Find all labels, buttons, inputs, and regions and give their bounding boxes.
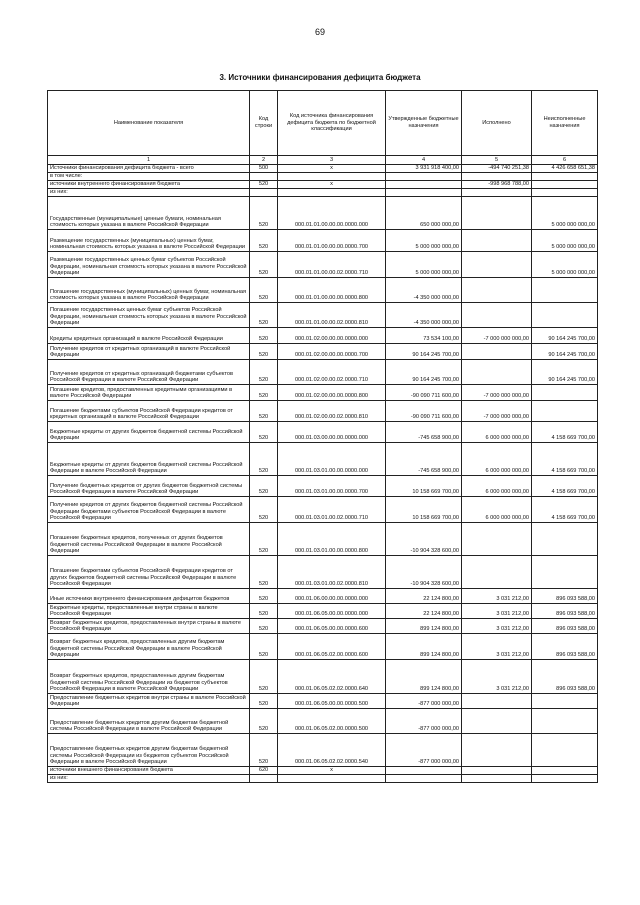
cell-budget-code: 000.01.06.05.00.00.0000.500 [278, 694, 386, 709]
cell-code: 500 [250, 165, 278, 173]
table-row [48, 634, 598, 660]
cell-code: 520 [250, 360, 278, 385]
cell-approved: -10 904 328 600,00 [386, 556, 462, 589]
table-row [48, 181, 598, 189]
cell-budget-code: x [278, 181, 386, 189]
cell-approved: 650 000 000,00 [386, 197, 462, 230]
cell-executed [462, 344, 532, 360]
cell-executed: 6 000 000 000,00 [462, 422, 532, 443]
cell-code: 520 [250, 422, 278, 443]
cell-approved: -745 658 900,00 [386, 443, 462, 476]
cell-code: 520 [250, 556, 278, 589]
cell-approved: -745 658 900,00 [386, 422, 462, 443]
cell-approved: -4 350 000 000,00 [386, 303, 462, 328]
cell-unexecuted: 896 093 588,00 [532, 604, 598, 619]
cell-approved: -877 000 000,00 [386, 734, 462, 767]
cell-unexecuted: 90 164 245 700,00 [532, 328, 598, 344]
cell-approved: 22 124 800,00 [386, 589, 462, 604]
cell-approved: 5 000 000 000,00 [386, 252, 462, 278]
table-row [48, 230, 598, 252]
cell-name: Получение кредитов от кредитных организаций бюджетами субъектов Российской Федерации в валюте Российской Федерации [48, 360, 250, 385]
cell-executed [462, 278, 532, 303]
cell-name: Бюджетные кредиты, предоставленные внутри страны в валюте Российской Федерации [48, 604, 250, 619]
cell-unexecuted: 4 158 669 700,00 [532, 497, 598, 523]
cell-approved [386, 173, 462, 181]
column-number: 5 [462, 156, 532, 165]
cell-name: Погашение бюджетами субъектов Российской Федерации кредитов от других бюджетов бюджетной системы Российской Федерации в валюте Российской Федерации [48, 556, 250, 589]
cell-executed: 3 031 212,00 [462, 619, 532, 634]
table-row [48, 197, 598, 230]
cell-unexecuted [532, 734, 598, 767]
cell-approved: -10 904 328 600,00 [386, 523, 462, 556]
page-number: 69 [314, 27, 325, 37]
cell-unexecuted: 5 000 000 000,00 [532, 197, 598, 230]
cell-executed: 3 031 212,00 [462, 660, 532, 694]
cell-budget-code: 000.01.01.00.00.02.0000.810 [278, 303, 386, 328]
cell-budget-code: 000.01.06.05.02.02.0000.540 [278, 734, 386, 767]
column-header-executed: Исполнено [462, 91, 532, 156]
table-row [48, 604, 598, 619]
cell-code: 520 [250, 278, 278, 303]
cell-code: 520 [250, 385, 278, 401]
cell-name: Погашение бюджетных кредитов, полученных от других бюджетов бюджетной системы Российской Федерации в валюте Российской Федерации [48, 523, 250, 556]
cell-approved: 10 158 669 700,00 [386, 476, 462, 497]
cell-executed [462, 556, 532, 589]
cell-approved [386, 181, 462, 189]
table-row [48, 556, 598, 589]
cell-approved: 22 124 800,00 [386, 604, 462, 619]
cell-executed [462, 734, 532, 767]
table-row [48, 619, 598, 634]
cell-unexecuted [532, 278, 598, 303]
table-row [48, 422, 598, 443]
table-row [48, 303, 598, 328]
cell-budget-code: 000.01.03.01.00.00.0000.000 [278, 443, 386, 476]
table-row [48, 165, 598, 173]
cell-code: 520 [250, 303, 278, 328]
cell-code [250, 189, 278, 197]
cell-approved: -877 000 000,00 [386, 694, 462, 709]
cell-budget-code: 000.01.02.00.00.00.0000.000 [278, 328, 386, 344]
cell-unexecuted [532, 767, 598, 775]
cell-unexecuted [532, 401, 598, 422]
document-title: 3. Источники финансирования дефицита бюджета [219, 73, 421, 82]
cell-name: Источники финансирования дефицита бюджета - всего [48, 165, 250, 173]
cell-approved: -877 000 000,00 [386, 709, 462, 734]
column-header-name: Наименование показателя [48, 91, 250, 156]
cell-approved: 3 931 918 400,00 [386, 165, 462, 173]
table-row [48, 775, 598, 783]
cell-budget-code: 000.01.02.00.00.00.0000.800 [278, 385, 386, 401]
cell-unexecuted [532, 385, 598, 401]
cell-unexecuted [532, 303, 598, 328]
cell-unexecuted: 896 093 588,00 [532, 589, 598, 604]
cell-executed [462, 197, 532, 230]
cell-code: 520 [250, 634, 278, 660]
cell-approved [386, 189, 462, 197]
cell-executed [462, 173, 532, 181]
cell-budget-code: 000.01.01.00.00.00.0000.000 [278, 197, 386, 230]
cell-approved [386, 767, 462, 775]
table-row [48, 709, 598, 734]
table-row [48, 734, 598, 767]
cell-budget-code: 000.01.06.00.00.00.0000.000 [278, 589, 386, 604]
cell-unexecuted [532, 523, 598, 556]
cell-name: из них: [48, 775, 250, 783]
cell-code: 520 [250, 476, 278, 497]
column-numbers-row [48, 156, 598, 165]
cell-name: в том числе: [48, 173, 250, 181]
cell-name: Кредиты кредитных организаций в валюте Российской Федерации [48, 328, 250, 344]
cell-executed [462, 360, 532, 385]
cell-code: 520 [250, 734, 278, 767]
column-number: 4 [386, 156, 462, 165]
cell-budget-code: 000.01.06.05.00.00.0000.600 [278, 619, 386, 634]
cell-approved: -90 090 711 600,00 [386, 385, 462, 401]
cell-unexecuted: 4 158 669 700,00 [532, 476, 598, 497]
column-header-approved: Утвержденные бюджетные назначения [386, 91, 462, 156]
cell-name: Предоставление бюджетных кредитов другим бюджетам бюджетной системы Российской Федерации из бюджетов субъектов Российской Федерации в валюте Российской Федерации [48, 734, 250, 767]
cell-budget-code [278, 173, 386, 181]
cell-approved: -90 090 711 600,00 [386, 401, 462, 422]
cell-budget-code: 000.01.03.01.00.02.0000.710 [278, 497, 386, 523]
cell-name: Бюджетные кредиты от других бюджетов бюджетной системы Российской Федерации [48, 422, 250, 443]
cell-name: Размещение государственных (муниципальных) ценных бумаг, номинальная стоимость которых указана в валюте Российской Федерации [48, 230, 250, 252]
table-row [48, 694, 598, 709]
cell-budget-code: 000.01.02.00.00.02.0000.710 [278, 360, 386, 385]
table-row [48, 189, 598, 197]
cell-executed: 6 000 000 000,00 [462, 497, 532, 523]
cell-code: 520 [250, 619, 278, 634]
cell-code: 520 [250, 443, 278, 476]
cell-budget-code: 000.01.03.00.00.00.0000.000 [278, 422, 386, 443]
cell-executed [462, 189, 532, 197]
cell-code: 520 [250, 604, 278, 619]
table-row [48, 589, 598, 604]
cell-unexecuted: 4 426 658 651,38 [532, 165, 598, 173]
cell-unexecuted: 896 093 588,00 [532, 619, 598, 634]
table-row [48, 344, 598, 360]
cell-unexecuted [532, 189, 598, 197]
cell-executed: -494 740 251,38 [462, 165, 532, 173]
cell-unexecuted: 896 093 588,00 [532, 634, 598, 660]
column-number: 6 [532, 156, 598, 165]
cell-budget-code: 000.01.03.01.00.02.0000.810 [278, 556, 386, 589]
cell-code: 620 [250, 767, 278, 775]
table-row [48, 173, 598, 181]
cell-unexecuted: 90 164 245 700,00 [532, 344, 598, 360]
cell-code: 520 [250, 497, 278, 523]
cell-budget-code: 000.01.02.00.00.00.0000.700 [278, 344, 386, 360]
table-header [48, 91, 598, 156]
cell-budget-code: 000.01.01.00.00.02.0000.710 [278, 252, 386, 278]
cell-name: Погашение государственных ценных бумаг субъектов Российской Федерации, номинальная стоимость которых указана в валюте Российской Федерации [48, 303, 250, 328]
table-row [48, 523, 598, 556]
cell-budget-code: 000.01.06.05.02.00.0000.600 [278, 634, 386, 660]
cell-name: Возврат бюджетных кредитов, предоставленных другим бюджетам бюджетной системы Российской Федерации из бюджетов субъектов Российской Федерации в валюте Российской Федерации [48, 660, 250, 694]
cell-executed: 3 031 212,00 [462, 634, 532, 660]
cell-approved: 899 124 800,00 [386, 634, 462, 660]
cell-budget-code: 000.01.06.05.02.02.0000.640 [278, 660, 386, 694]
cell-name: Получение бюджетных кредитов от других бюджетов бюджетной системы Российской Федерации в валюте Российской Федерации [48, 476, 250, 497]
cell-unexecuted: 5 000 000 000,00 [532, 252, 598, 278]
cell-code: 520 [250, 344, 278, 360]
table-row [48, 252, 598, 278]
cell-approved: 10 158 669 700,00 [386, 497, 462, 523]
cell-name: Возврат бюджетных кредитов, предоставленных внутри страны в валюте Российской Федерации [48, 619, 250, 634]
cell-code: 520 [250, 694, 278, 709]
column-header-code: Код строки [250, 91, 278, 156]
cell-unexecuted: 4 158 669 700,00 [532, 443, 598, 476]
table-body [48, 156, 598, 783]
cell-executed: -7 000 000 000,00 [462, 328, 532, 344]
cell-budget-code: x [278, 165, 386, 173]
column-header-budget-code: Код источника финансирования дефицита бюджета по бюджетной классификации [278, 91, 386, 156]
cell-code: 520 [250, 252, 278, 278]
cell-code: 520 [250, 660, 278, 694]
cell-executed [462, 523, 532, 556]
cell-code: 520 [250, 401, 278, 422]
cell-executed: -998 968 788,00 [462, 181, 532, 189]
cell-name: Получение кредитов от других бюджетов бюджетной системы Российской Федерации бюджетами субъектов Российской Федерации в валюте Российской Федерации [48, 497, 250, 523]
column-number: 2 [250, 156, 278, 165]
cell-approved: 5 000 000 000,00 [386, 230, 462, 252]
cell-unexecuted: 90 164 245 700,00 [532, 360, 598, 385]
cell-code: 520 [250, 328, 278, 344]
cell-budget-code [278, 189, 386, 197]
table-row [48, 328, 598, 344]
cell-executed: -7 000 000 000,00 [462, 385, 532, 401]
cell-executed: 3 031 212,00 [462, 604, 532, 619]
cell-approved: 90 164 245 700,00 [386, 344, 462, 360]
cell-code: 520 [250, 589, 278, 604]
cell-executed: -7 000 000 000,00 [462, 401, 532, 422]
cell-budget-code: 000.01.03.01.00.00.0000.700 [278, 476, 386, 497]
cell-name: Предоставление бюджетных кредитов внутри страны в валюте Российской Федерации [48, 694, 250, 709]
cell-name: источники внутреннего финансирования бюджета [48, 181, 250, 189]
column-number: 1 [48, 156, 250, 165]
cell-name: Погашение кредитов, предоставленных кредитными организациями в валюте Российской Федерации [48, 385, 250, 401]
column-header-unexecuted: Неисполненные назначения [532, 91, 598, 156]
cell-unexecuted [532, 694, 598, 709]
cell-unexecuted [532, 181, 598, 189]
cell-name: источники внешнего финансирования бюджета [48, 767, 250, 775]
cell-budget-code: 000.01.06.05.00.00.0000.000 [278, 604, 386, 619]
cell-executed [462, 230, 532, 252]
column-number: 3 [278, 156, 386, 165]
cell-unexecuted: 896 093 588,00 [532, 660, 598, 694]
cell-budget-code: 000.01.06.05.02.00.0000.500 [278, 709, 386, 734]
table-row [48, 443, 598, 476]
cell-budget-code: 000.01.03.01.00.00.0000.800 [278, 523, 386, 556]
cell-name: Погашение бюджетами субъектов Российской Федерации кредитов от кредитных организаций в валюте Российской Федерации [48, 401, 250, 422]
cell-unexecuted [532, 775, 598, 783]
cell-code [250, 775, 278, 783]
table-row [48, 497, 598, 523]
cell-code: 520 [250, 709, 278, 734]
cell-code: 520 [250, 230, 278, 252]
financing-sources-table [47, 90, 598, 783]
cell-executed [462, 694, 532, 709]
cell-unexecuted [532, 556, 598, 589]
cell-name: Погашение государственных (муниципальных) ценных бумаг, номинальная стоимость которых указана в валюте Российской Федерации [48, 278, 250, 303]
cell-approved: 73 534 100,00 [386, 328, 462, 344]
cell-name: Предоставление бюджетных кредитов другим бюджетам бюджетной системы Российской Федерации в валюте Российской Федерации [48, 709, 250, 734]
cell-approved: -4 350 000 000,00 [386, 278, 462, 303]
cell-unexecuted [532, 709, 598, 734]
cell-budget-code: 000.01.02.00.00.02.0000.810 [278, 401, 386, 422]
cell-name: Государственные (муниципальные) ценные бумаги, номинальная стоимость которых указана в валюте Российской Федерации [48, 197, 250, 230]
cell-code: 520 [250, 181, 278, 189]
cell-executed [462, 252, 532, 278]
cell-approved [386, 775, 462, 783]
cell-executed: 6 000 000 000,00 [462, 443, 532, 476]
cell-executed [462, 709, 532, 734]
cell-unexecuted: 4 158 669 700,00 [532, 422, 598, 443]
cell-name: из них: [48, 189, 250, 197]
cell-executed: 6 000 000 000,00 [462, 476, 532, 497]
cell-executed [462, 303, 532, 328]
cell-executed [462, 767, 532, 775]
table-row [48, 360, 598, 385]
cell-budget-code [278, 775, 386, 783]
cell-name: Размещение государственных ценных бумаг субъектов Российской Федерации, номинальная стоимость которых указана в валюте Российской Федерации [48, 252, 250, 278]
cell-executed [462, 775, 532, 783]
cell-unexecuted [532, 173, 598, 181]
table-row [48, 385, 598, 401]
cell-budget-code: 000.01.01.00.00.00.0000.800 [278, 278, 386, 303]
cell-unexecuted: 5 000 000 000,00 [532, 230, 598, 252]
cell-code: 520 [250, 523, 278, 556]
cell-budget-code: 000.01.01.00.00.00.0000.700 [278, 230, 386, 252]
table-row [48, 767, 598, 775]
cell-approved: 899 124 800,00 [386, 660, 462, 694]
cell-name: Иные источники внутреннего финансирования дефицитов бюджетов [48, 589, 250, 604]
table-row [48, 278, 598, 303]
cell-name: Возврат бюджетных кредитов, предоставленных другим бюджетам бюджетной системы Российской Федерации в валюте Российской Федерации [48, 634, 250, 660]
cell-name: Бюджетные кредиты от других бюджетов бюджетной системы Российской Федерации в валюте Российской Федерации [48, 443, 250, 476]
cell-approved: 90 164 245 700,00 [386, 360, 462, 385]
table-row [48, 401, 598, 422]
cell-name: Получение кредитов от кредитных организаций в валюте Российской Федерации [48, 344, 250, 360]
cell-code: 520 [250, 197, 278, 230]
table-row [48, 660, 598, 694]
cell-code [250, 173, 278, 181]
cell-approved: 899 124 800,00 [386, 619, 462, 634]
cell-executed: 3 031 212,00 [462, 589, 532, 604]
table-row [48, 476, 598, 497]
cell-budget-code: x [278, 767, 386, 775]
